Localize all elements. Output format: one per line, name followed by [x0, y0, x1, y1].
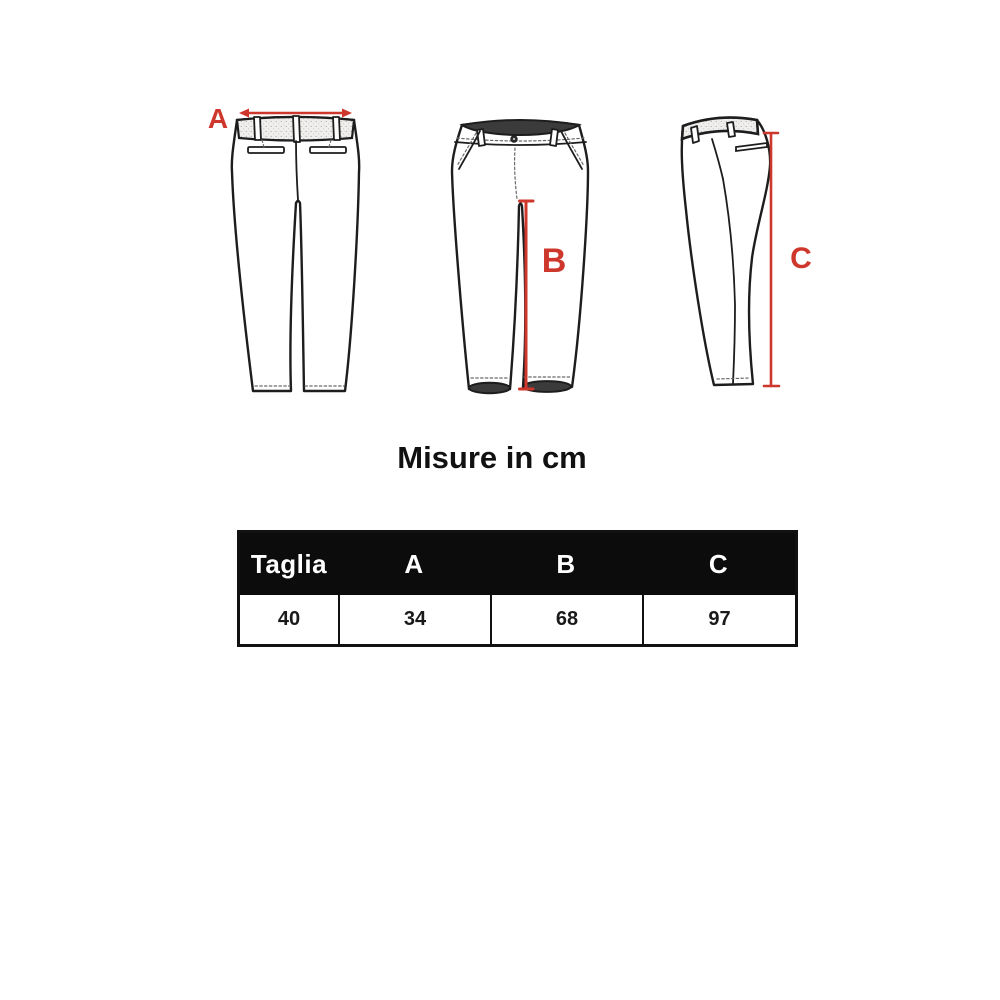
- size-table: [237, 530, 798, 647]
- header-cell-a: A: [404, 548, 424, 579]
- back-pocket-welt: [310, 147, 346, 153]
- pants-back-view-illustration: [208, 103, 359, 391]
- size-table-data-row: [240, 595, 795, 644]
- header-cell-b: B: [556, 548, 576, 579]
- belt-loop: [333, 117, 340, 140]
- belt-loop: [691, 126, 699, 143]
- button-detail: [513, 138, 515, 140]
- size-table-header-row: [240, 533, 795, 595]
- belt-loop: [254, 117, 261, 140]
- value-cell-b: 68: [490, 595, 642, 644]
- value-cell-a: 34: [338, 595, 490, 644]
- pants-front-view-illustration: [452, 120, 588, 393]
- measure-label-C: C: [790, 242, 812, 275]
- measure-label-B: B: [541, 242, 567, 280]
- belt-loop: [293, 116, 300, 142]
- belt-loop: [727, 122, 735, 137]
- measure-label-A: A: [207, 103, 229, 134]
- hem-opening: [469, 383, 510, 393]
- belt-loop: [477, 129, 485, 146]
- header-cell-taglia: Taglia: [250, 548, 328, 579]
- page-title: Misure in cm: [397, 440, 587, 475]
- pants-technical-drawings: [190, 95, 830, 410]
- value-cell-taglia: 40: [277, 608, 301, 630]
- header-cell-c: C: [708, 548, 729, 579]
- belt-loop: [550, 129, 558, 146]
- back-pocket-welt: [248, 147, 284, 153]
- pants-side-view-illustration: [682, 118, 812, 386]
- value-cell-c: 97: [642, 595, 795, 644]
